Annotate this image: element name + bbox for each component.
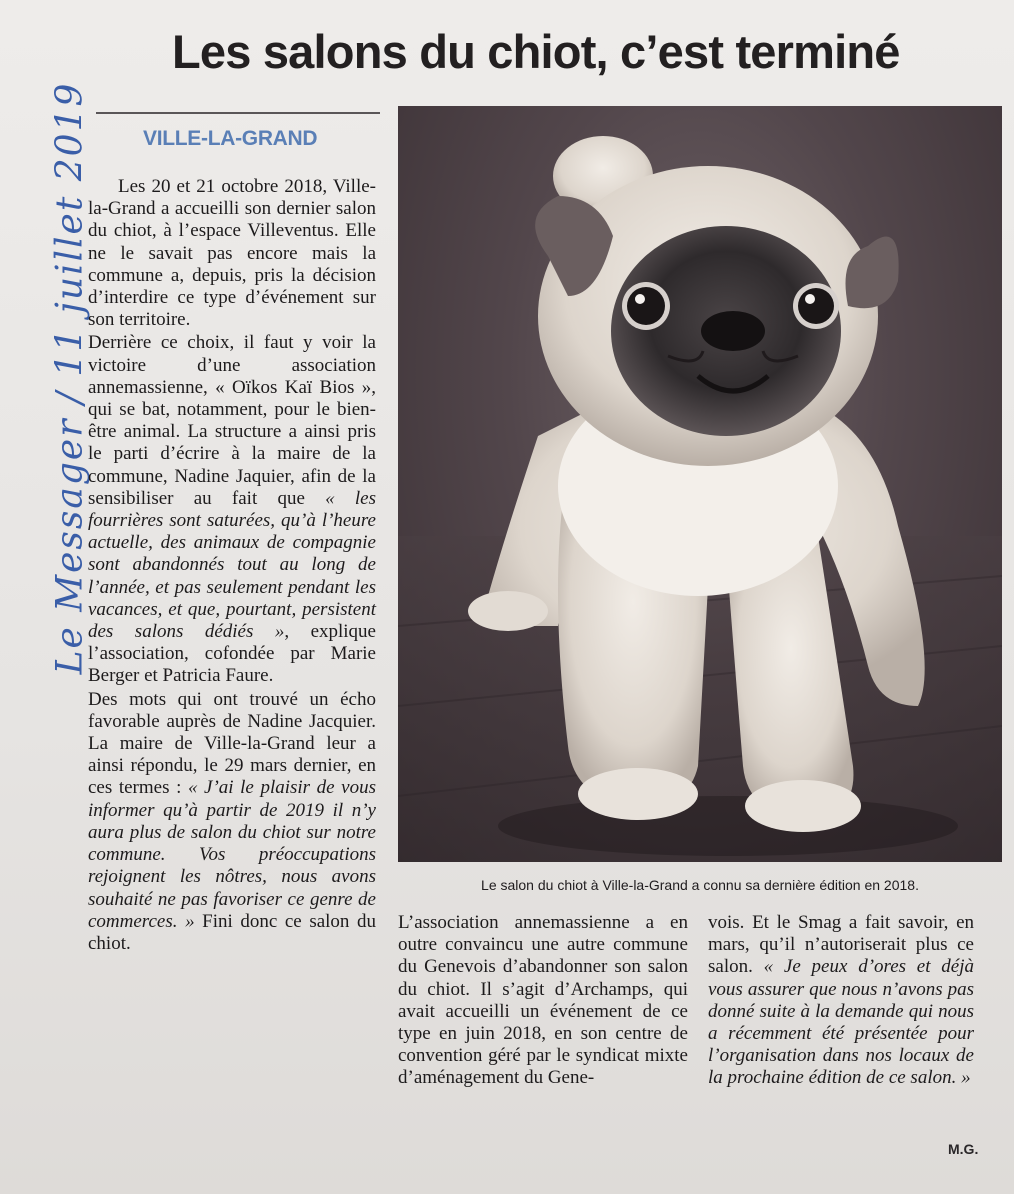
paragraph-2-quote: « les fourrières sont saturées, qu’à l’heure actuelle, des animaux de compagnie sont abandonnés tout au long de l’année, et pas seulement pendant les vacances, et que, pourtant, persistent des salons dédiés » bbox=[88, 487, 376, 643]
paragraph-1 bbox=[88, 176, 376, 331]
article-column-2 bbox=[398, 912, 688, 1090]
pug-illustration bbox=[398, 106, 1002, 862]
column-3-quote: « Je peux d’ores et déjà vous assurer que nous n’avons pas donné suite à la demande qui nous a récemment été présentée pour l’organisation dans nos locaux de la prochaine édition de ce salon. » bbox=[708, 956, 975, 1089]
headline: Les salons du chiot, c’est terminé bbox=[172, 25, 900, 78]
article-column-1 bbox=[88, 176, 376, 955]
handwritten-annotation bbox=[49, 48, 91, 708]
column-2-paragraph: L’association annemassienne a en outre convaincu une autre commune du Genevois d’abandonner son salon du chiot. Il s’agit d’Archamps, qui avait accueilli un événement de ce type en juin 2018, en son centre de convention géré par le syndicat mixte d’aménagement du Gene- bbox=[398, 912, 688, 1089]
photo-caption: Le salon du chiot à Ville-la-Grand a connu sa dernière édition en 2018. bbox=[481, 877, 919, 893]
section-rule bbox=[96, 112, 380, 114]
column-3-text: vois. Et le Smag a fait savoir, en mars, qu’il n’autoriserait plus ce salon. bbox=[708, 912, 974, 978]
author-signature: M.G. bbox=[948, 1141, 979, 1157]
paragraph-1-text: Les 20 et 21 octobre 2018, Ville-la-Grand a accueilli son dernier salon du chiot, à l’espace Villeventus. Elle ne le savait pas encore mais la commune a, depuis, pris la décision d’interdire ce type d’événement sur son territoire. bbox=[88, 176, 376, 331]
paragraph-3-after: Fini donc ce salon du chiot. bbox=[88, 910, 377, 954]
location-kicker: VILLE-LA-GRAND bbox=[143, 127, 318, 150]
article-column-3 bbox=[708, 912, 974, 1090]
paragraph-2-text: Derrière ce choix, il faut y voir la victoire d’une association annemassienne, « Oïkos Kaï Bios », qui se bat, notamment, pour le bien-être animal. La structure a ainsi pris le parti d’écrire à la maire de la commune, Nadine Jaquier, afin de la sensibiliser au fait que bbox=[88, 332, 376, 509]
paragraph-3-quote: « J’ai le plaisir de vous informer qu’à partir de 2019 il n’y aura plus de salon du chiot sur notre commune. Vos préoccupations rejoignent les nôtres, nous avons souhaité ne pas favoriser ce genre de commerces. » bbox=[88, 777, 376, 932]
paragraph-2 bbox=[88, 332, 376, 687]
paragraph-2-after: , explique l’association, cofondée par Marie Berger et Patricia Faure. bbox=[88, 621, 376, 687]
paragraph-3 bbox=[88, 689, 376, 955]
column-3-paragraph bbox=[708, 912, 974, 1090]
pug-puppy-photo bbox=[398, 106, 1002, 862]
handwritten-annotation-text: Le Messager / 11 juillet 2019 bbox=[49, 81, 91, 675]
paragraph-3-text: Des mots qui ont trouvé un écho favorable auprès de Nadine Jacquier. La maire de Ville-la-Grand leur a ainsi répondu, le 29 mars dernier, en ces termes : bbox=[88, 688, 376, 799]
